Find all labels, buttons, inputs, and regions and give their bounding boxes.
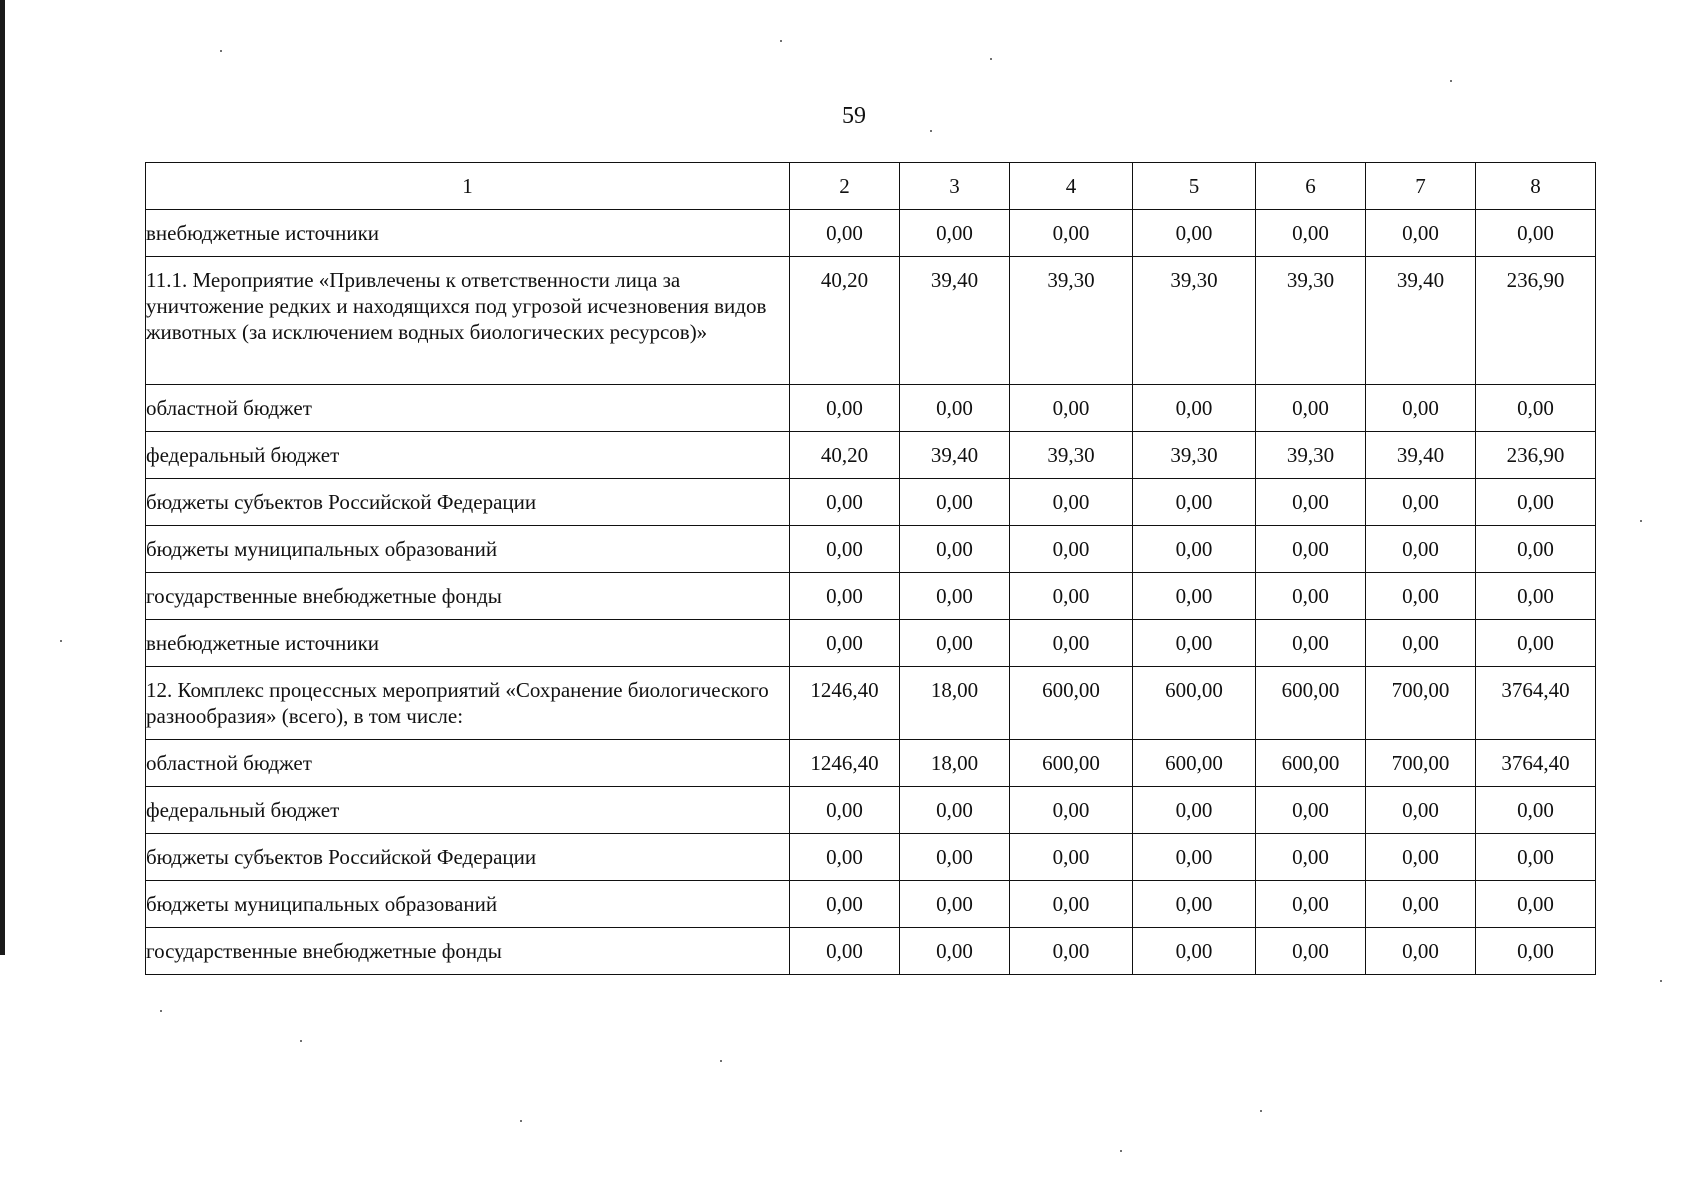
row-label: 11.1. Мероприятие «Привлечены к ответственности лица за уничтожение редких и находящихся под угрозой исчезновения видов животных (за исключением водных биологических ресурсов)» [146,257,790,385]
table-row [146,257,1596,385]
table-row [146,432,1596,479]
value-cell: 0,00 [1476,834,1596,881]
value-cell: 0,00 [1010,526,1133,573]
scan-speck [780,40,782,42]
header-cell: 2 [790,163,900,210]
value-cell: 0,00 [1366,479,1476,526]
value-cell: 39,30 [1010,432,1133,479]
value-cell: 39,40 [1366,432,1476,479]
scan-speck [520,1120,522,1122]
row-label: федеральный бюджет [146,432,790,479]
value-cell: 0,00 [1133,573,1256,620]
budget-table-body [146,163,1596,975]
value-cell: 0,00 [790,787,900,834]
value-cell: 0,00 [1256,526,1366,573]
value-cell: 18,00 [900,740,1010,787]
value-cell: 40,20 [790,432,900,479]
value-cell: 0,00 [900,620,1010,667]
value-cell: 236,90 [1476,257,1596,385]
value-cell: 0,00 [1476,526,1596,573]
value-cell: 0,00 [790,210,900,257]
row-label: бюджеты муниципальных образований [146,881,790,928]
header-cell: 8 [1476,163,1596,210]
value-cell: 0,00 [1256,210,1366,257]
value-cell: 0,00 [1366,573,1476,620]
row-label: бюджеты субъектов Российской Федерации [146,479,790,526]
scan-speck [160,1010,162,1012]
value-cell: 0,00 [1256,928,1366,975]
row-label: областной бюджет [146,385,790,432]
value-cell: 0,00 [1366,210,1476,257]
value-cell: 0,00 [900,881,1010,928]
table-row [146,620,1596,667]
budget-table [145,162,1596,975]
value-cell: 0,00 [900,210,1010,257]
value-cell: 0,00 [1366,928,1476,975]
value-cell: 39,30 [1010,257,1133,385]
scan-speck [720,1060,722,1062]
value-cell: 600,00 [1133,740,1256,787]
value-cell: 0,00 [1133,834,1256,881]
value-cell: 0,00 [1476,928,1596,975]
value-cell: 1246,40 [790,667,900,740]
row-label: 12. Комплекс процессных мероприятий «Сохранение биологического разнообразия» (всего), в том числе: [146,667,790,740]
value-cell: 0,00 [1256,620,1366,667]
value-cell: 0,00 [790,620,900,667]
value-cell: 0,00 [900,385,1010,432]
value-cell: 0,00 [1133,479,1256,526]
value-cell: 600,00 [1010,740,1133,787]
table-row [146,479,1596,526]
value-cell: 0,00 [900,834,1010,881]
value-cell: 700,00 [1366,667,1476,740]
scan-speck [60,640,62,642]
value-cell: 0,00 [900,573,1010,620]
value-cell: 0,00 [1476,479,1596,526]
value-cell: 3764,40 [1476,740,1596,787]
scan-speck [220,50,222,52]
value-cell: 600,00 [1256,667,1366,740]
table-row [146,210,1596,257]
scan-speck [930,130,932,132]
value-cell: 0,00 [1476,881,1596,928]
header-cell: 1 [146,163,790,210]
scan-speck [1260,1110,1262,1112]
value-cell: 0,00 [900,928,1010,975]
value-cell: 0,00 [1133,928,1256,975]
row-label: внебюджетные источники [146,210,790,257]
value-cell: 0,00 [1476,787,1596,834]
table-row [146,787,1596,834]
value-cell: 0,00 [1010,834,1133,881]
value-cell: 0,00 [1010,928,1133,975]
table-row [146,881,1596,928]
row-label: внебюджетные источники [146,620,790,667]
table-row [146,834,1596,881]
scan-speck [300,1040,302,1042]
value-cell: 0,00 [900,787,1010,834]
scan-speck [990,58,992,60]
value-cell: 0,00 [1476,573,1596,620]
value-cell: 39,30 [1256,257,1366,385]
header-cell: 5 [1133,163,1256,210]
value-cell: 236,90 [1476,432,1596,479]
value-cell: 0,00 [790,385,900,432]
value-cell: 0,00 [1133,620,1256,667]
value-cell: 39,40 [1366,257,1476,385]
value-cell: 40,20 [790,257,900,385]
value-cell: 39,30 [1256,432,1366,479]
value-cell: 0,00 [1366,526,1476,573]
value-cell: 0,00 [790,834,900,881]
header-cell: 4 [1010,163,1133,210]
value-cell: 0,00 [1366,834,1476,881]
value-cell: 700,00 [1366,740,1476,787]
value-cell: 0,00 [1256,573,1366,620]
row-label: федеральный бюджет [146,787,790,834]
value-cell: 0,00 [1133,787,1256,834]
value-cell: 0,00 [900,479,1010,526]
value-cell: 0,00 [1133,210,1256,257]
row-label: областной бюджет [146,740,790,787]
value-cell: 0,00 [1366,787,1476,834]
table-row [146,573,1596,620]
scan-speck [1660,980,1662,982]
value-cell: 0,00 [1010,881,1133,928]
value-cell: 0,00 [900,526,1010,573]
value-cell: 0,00 [1133,385,1256,432]
row-label: государственные внебюджетные фонды [146,928,790,975]
value-cell: 0,00 [1010,385,1133,432]
page-number: 59 [842,103,866,129]
header-cell: 7 [1366,163,1476,210]
row-label: бюджеты субъектов Российской Федерации [146,834,790,881]
value-cell: 600,00 [1256,740,1366,787]
value-cell: 1246,40 [790,740,900,787]
value-cell: 0,00 [1256,385,1366,432]
value-cell: 0,00 [1476,210,1596,257]
value-cell: 0,00 [1010,787,1133,834]
scan-speck [1120,1150,1122,1152]
value-cell: 0,00 [1010,573,1133,620]
table-header-row [146,163,1596,210]
value-cell: 0,00 [790,573,900,620]
value-cell: 600,00 [1133,667,1256,740]
header-cell: 3 [900,163,1010,210]
value-cell: 39,40 [900,257,1010,385]
value-cell: 0,00 [1476,620,1596,667]
table-row [146,740,1596,787]
value-cell: 3764,40 [1476,667,1596,740]
value-cell: 0,00 [1010,210,1133,257]
value-cell: 0,00 [1010,479,1133,526]
value-cell: 39,30 [1133,432,1256,479]
value-cell: 0,00 [1010,620,1133,667]
value-cell: 0,00 [790,526,900,573]
value-cell: 0,00 [1256,834,1366,881]
value-cell: 0,00 [790,479,900,526]
value-cell: 0,00 [1476,385,1596,432]
scan-speck [1450,80,1452,82]
value-cell: 18,00 [900,667,1010,740]
table-row [146,667,1596,740]
value-cell: 0,00 [1133,526,1256,573]
value-cell: 0,00 [1256,479,1366,526]
value-cell: 0,00 [1366,385,1476,432]
value-cell: 0,00 [1133,881,1256,928]
value-cell: 39,40 [900,432,1010,479]
table-row [146,928,1596,975]
row-label: государственные внебюджетные фонды [146,573,790,620]
value-cell: 0,00 [1256,787,1366,834]
value-cell: 39,30 [1133,257,1256,385]
table-row [146,385,1596,432]
value-cell: 0,00 [790,881,900,928]
value-cell: 0,00 [1366,881,1476,928]
row-label: бюджеты муниципальных образований [146,526,790,573]
value-cell: 600,00 [1010,667,1133,740]
scan-speck [1640,520,1642,522]
scan-edge-bar [0,0,5,955]
header-cell: 6 [1256,163,1366,210]
table-row [146,526,1596,573]
value-cell: 0,00 [790,928,900,975]
value-cell: 0,00 [1366,620,1476,667]
value-cell: 0,00 [1256,881,1366,928]
